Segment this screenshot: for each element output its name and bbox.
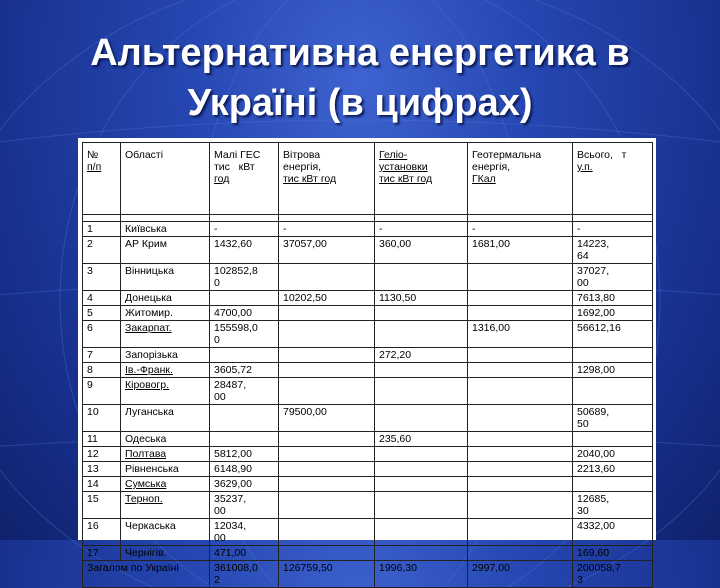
table-row <box>83 432 653 447</box>
table-row <box>83 519 653 546</box>
cell-wind <box>279 477 375 492</box>
cell-solar <box>375 462 468 477</box>
header-region: Області <box>121 143 210 215</box>
cell-solar <box>375 519 468 546</box>
cell-small-hydro <box>210 405 279 432</box>
table-row <box>83 462 653 477</box>
energy-table <box>82 142 653 588</box>
cell-region: Вінницька <box>121 264 210 291</box>
total-label: Загалом по Україні <box>83 561 210 588</box>
cell-geothermal <box>468 546 573 561</box>
slide-title <box>0 28 720 128</box>
cell-solar <box>375 363 468 378</box>
header-total: Всього, т у.п. <box>573 143 653 215</box>
header-geothermal: Геотермальна енергія, ГКал <box>468 143 573 215</box>
cell-total: 169,60 <box>573 546 653 561</box>
cell-number: 3 <box>83 264 121 291</box>
cell-solar <box>375 492 468 519</box>
table-row <box>83 492 653 519</box>
cell-small-hydro: 102852,8 0 <box>210 264 279 291</box>
cell-number: 2 <box>83 237 121 264</box>
total-geothermal: 2997,00 <box>468 561 573 588</box>
cell-number: 15 <box>83 492 121 519</box>
cell-wind <box>279 492 375 519</box>
cell-small-hydro: 471,00 <box>210 546 279 561</box>
table-row <box>83 306 653 321</box>
cell-region: Закарпат. <box>121 321 210 348</box>
cell-geothermal <box>468 492 573 519</box>
header-solar: Геліо- установки тис кВт год <box>375 143 468 215</box>
cell-solar <box>375 546 468 561</box>
cell-total: 12685, 30 <box>573 492 653 519</box>
cell-wind: 79500,00 <box>279 405 375 432</box>
cell-number: 4 <box>83 291 121 306</box>
header-number: № п/п <box>83 143 121 215</box>
table-total-row <box>83 561 653 588</box>
cell-region: Черкаська <box>121 519 210 546</box>
cell-total: 2040,00 <box>573 447 653 462</box>
cell-total <box>573 477 653 492</box>
cell-small-hydro: 6148,90 <box>210 462 279 477</box>
cell-number: 7 <box>83 348 121 363</box>
cell-geothermal <box>468 348 573 363</box>
cell-small-hydro: 5812,00 <box>210 447 279 462</box>
cell-number: 11 <box>83 432 121 447</box>
cell-geothermal <box>468 477 573 492</box>
cell-number: 6 <box>83 321 121 348</box>
cell-wind: 37057,00 <box>279 237 375 264</box>
cell-solar: - <box>375 222 468 237</box>
cell-region: Київська <box>121 222 210 237</box>
table-row <box>83 378 653 405</box>
table-row <box>83 477 653 492</box>
cell-total <box>573 348 653 363</box>
cell-wind <box>279 462 375 477</box>
cell-wind <box>279 447 375 462</box>
cell-wind <box>279 546 375 561</box>
cell-region: Чернігів. <box>121 546 210 561</box>
cell-small-hydro: 1432,60 <box>210 237 279 264</box>
cell-total: 2213,60 <box>573 462 653 477</box>
cell-small-hydro: 3629,00 <box>210 477 279 492</box>
cell-geothermal <box>468 264 573 291</box>
header-wind: Вітрова енергія, тис кВт год <box>279 143 375 215</box>
cell-region: Рівненська <box>121 462 210 477</box>
cell-solar: 272,20 <box>375 348 468 363</box>
table-row <box>83 264 653 291</box>
total-total: 200058,7 3 <box>573 561 653 588</box>
cell-number: 1 <box>83 222 121 237</box>
slide-title-line2: Україні (в цифрах) <box>187 82 533 124</box>
cell-geothermal <box>468 291 573 306</box>
cell-region: Житомир. <box>121 306 210 321</box>
cell-wind <box>279 378 375 405</box>
cell-number: 12 <box>83 447 121 462</box>
cell-solar: 1130,50 <box>375 291 468 306</box>
cell-number: 16 <box>83 519 121 546</box>
cell-wind <box>279 306 375 321</box>
cell-geothermal <box>468 363 573 378</box>
cell-total <box>573 378 653 405</box>
table-row <box>83 348 653 363</box>
cell-total: - <box>573 222 653 237</box>
cell-region: Донецька <box>121 291 210 306</box>
cell-geothermal: - <box>468 222 573 237</box>
table-row <box>83 363 653 378</box>
cell-total: 56612,16 <box>573 321 653 348</box>
cell-geothermal <box>468 462 573 477</box>
cell-small-hydro <box>210 291 279 306</box>
cell-wind: - <box>279 222 375 237</box>
cell-total <box>573 432 653 447</box>
table-body <box>83 222 653 588</box>
cell-solar <box>375 306 468 321</box>
cell-small-hydro: 28487, 00 <box>210 378 279 405</box>
cell-total: 14223, 64 <box>573 237 653 264</box>
cell-region: Кіровогр. <box>121 378 210 405</box>
cell-geothermal <box>468 378 573 405</box>
cell-geothermal <box>468 405 573 432</box>
cell-wind <box>279 321 375 348</box>
cell-total: 1298,00 <box>573 363 653 378</box>
cell-region: Тернoп. <box>121 492 210 519</box>
table-row <box>83 546 653 561</box>
cell-wind <box>279 348 375 363</box>
table-row <box>83 237 653 264</box>
cell-small-hydro: 12034, 00 <box>210 519 279 546</box>
cell-total: 37027, 00 <box>573 264 653 291</box>
cell-solar: 235,60 <box>375 432 468 447</box>
cell-small-hydro <box>210 432 279 447</box>
cell-region: АР Крим <box>121 237 210 264</box>
cell-geothermal <box>468 306 573 321</box>
cell-total: 4332,00 <box>573 519 653 546</box>
cell-region: Ів.-Франк. <box>121 363 210 378</box>
cell-solar <box>375 321 468 348</box>
table-row <box>83 321 653 348</box>
cell-solar <box>375 378 468 405</box>
cell-number: 14 <box>83 477 121 492</box>
cell-wind <box>279 264 375 291</box>
slide-title-line1: Альтернативна енергетика в <box>90 32 630 74</box>
cell-number: 17 <box>83 546 121 561</box>
cell-total: 1692,00 <box>573 306 653 321</box>
cell-geothermal: 1681,00 <box>468 237 573 264</box>
table-row <box>83 291 653 306</box>
table-spacer-row <box>83 215 653 222</box>
total-solar: 1996,30 <box>375 561 468 588</box>
cell-wind <box>279 432 375 447</box>
table-header-row <box>83 143 653 215</box>
cell-number: 5 <box>83 306 121 321</box>
cell-total: 50689, 50 <box>573 405 653 432</box>
cell-geothermal <box>468 432 573 447</box>
table-row <box>83 222 653 237</box>
total-wind: 126759,50 <box>279 561 375 588</box>
cell-number: 9 <box>83 378 121 405</box>
cell-small-hydro: 3605,72 <box>210 363 279 378</box>
cell-wind: 10202,50 <box>279 291 375 306</box>
table-row <box>83 405 653 432</box>
cell-total: 7613,80 <box>573 291 653 306</box>
cell-solar <box>375 264 468 291</box>
header-small-hydro: Малі ГЕС тис кВт год <box>210 143 279 215</box>
cell-solar: 360,00 <box>375 237 468 264</box>
cell-small-hydro: 35237, 00 <box>210 492 279 519</box>
cell-region: Одеська <box>121 432 210 447</box>
cell-geothermal <box>468 519 573 546</box>
cell-region: Запорізька <box>121 348 210 363</box>
cell-number: 8 <box>83 363 121 378</box>
cell-region: Полтава <box>121 447 210 462</box>
cell-region: Сумська <box>121 477 210 492</box>
cell-wind <box>279 363 375 378</box>
cell-solar <box>375 447 468 462</box>
cell-geothermal: 1316,00 <box>468 321 573 348</box>
cell-number: 10 <box>83 405 121 432</box>
table-row <box>83 447 653 462</box>
energy-table-sheet <box>78 138 656 586</box>
cell-small-hydro: 4700,00 <box>210 306 279 321</box>
cell-number: 13 <box>83 462 121 477</box>
cell-wind <box>279 519 375 546</box>
cell-solar <box>375 477 468 492</box>
cell-solar <box>375 405 468 432</box>
cell-small-hydro: - <box>210 222 279 237</box>
cell-small-hydro: 155598,0 0 <box>210 321 279 348</box>
total-small-hydro: 361008,0 2 <box>210 561 279 588</box>
cell-region: Луганська <box>121 405 210 432</box>
cell-geothermal <box>468 447 573 462</box>
cell-small-hydro <box>210 348 279 363</box>
